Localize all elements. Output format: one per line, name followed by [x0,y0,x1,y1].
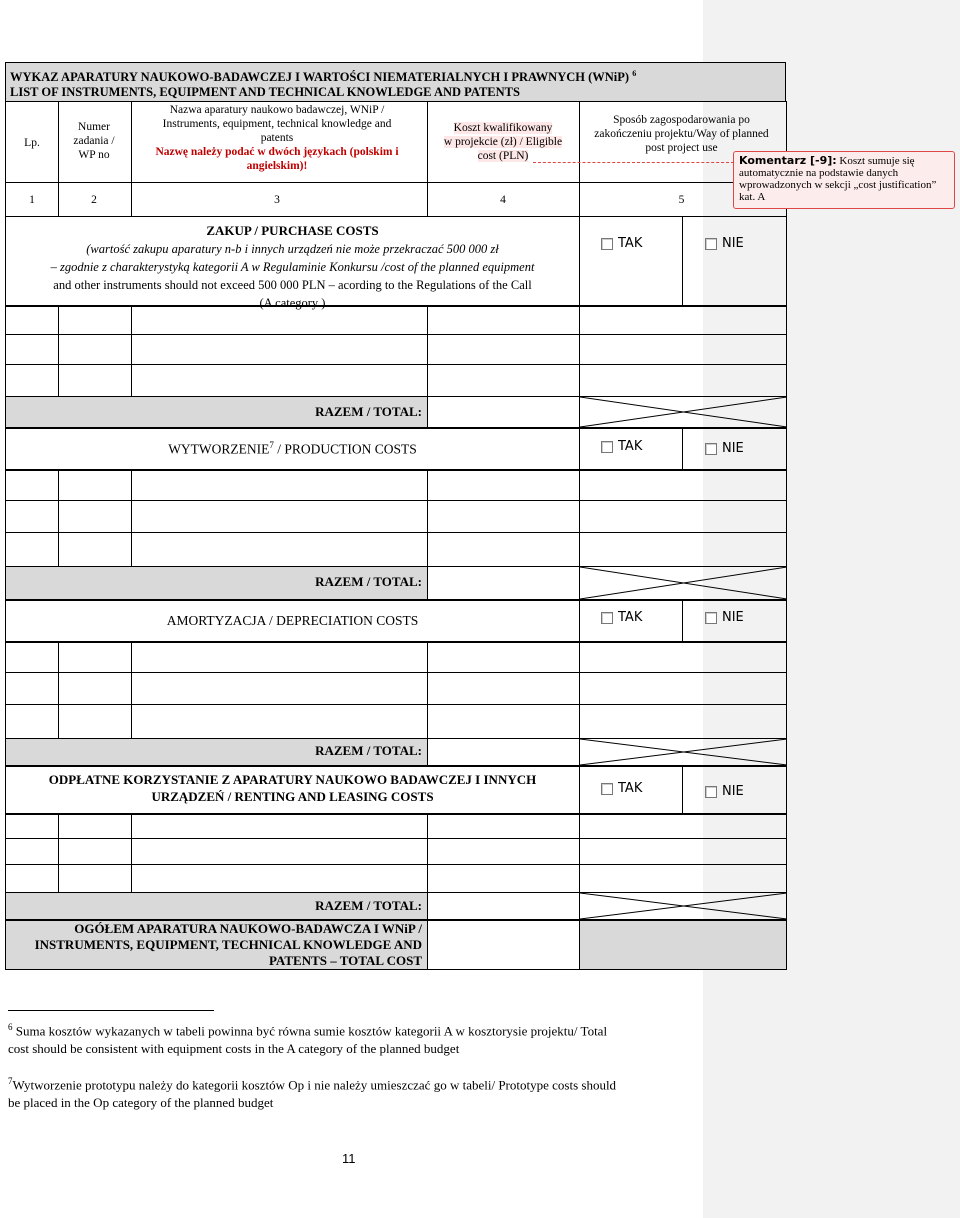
col-number-2: 2 [91,194,97,206]
crossed-cell [580,397,787,427]
crossed-cell [580,739,787,765]
checkbox-icon[interactable] [705,612,717,624]
col-number-3: 3 [274,194,280,206]
col-eligible-cost-header: Koszt kwalifikowany w projekcie (zł) / Eligible cost (PLN) [443,122,563,162]
col-instrument-name-header: Nazwa aparatury naukowo badawczej, WNiP / Instruments, equipment, technical knowledge and patents Nazwę należy podać w dwóch językach (polskim i angielskim)! [155,104,399,172]
table-row [6,335,787,365]
renting-section-heading: ODPŁATNE KORZYSTANIE Z APARATURY NAUKOWO BADAWCZEJ I INNYCH URZĄDZEŃ / RENTING AND LEASING COSTS [48,772,537,804]
col-number-5: 5 [678,194,685,206]
table-row [6,365,787,397]
depreciation-tak-option[interactable]: TAK [601,610,642,625]
crossed-cell [580,893,787,919]
renting-tak-option[interactable]: TAK [601,781,642,796]
comment-connector [533,162,734,164]
col-lp-header: Lp. [24,137,40,149]
purchase-section-heading: ZAKUP / PURCHASE COSTS (wartość zakupu aparatury n-b i innych urządzeń nie może przekraczać 500 000 zł – zgodnie z charakterystyką kategorii A w Regulaminie Konkursu /cost of the planned equipment and other instruments should not exceed 500 000 PLN – acording to the Regulations of the Call (A category ) [50,223,535,310]
depreciation-section-heading: AMORTYZACJA / DEPRECIATION COSTS [166,613,419,628]
production-total-label: RAZEM / TOTAL: [315,574,422,589]
checkbox-icon[interactable] [601,612,613,624]
comment-balloon[interactable] [733,151,955,209]
grand-total-label: OGÓŁEM APARATURA NAUKOWO-BADAWCZA I WNiP / INSTRUMENTS, EQUIPMENT, TECHNICAL KNOWLEDGE AND PATENTS – TOTAL COST [34,921,422,968]
document-title [5,62,786,102]
table-row [6,839,787,865]
renting-nie-option[interactable]: NIE [705,784,744,799]
table-row [6,673,787,705]
table-row [6,705,787,739]
table-row [6,501,787,533]
footnote-ref-6: 6 [632,69,637,78]
purchase-total-label: RAZEM / TOTAL: [315,404,422,419]
table-row [6,643,787,673]
col-number-4: 4 [500,194,506,206]
checkbox-icon[interactable] [601,238,613,250]
col-task-number-header: Numer zadania / WP no [73,121,115,161]
table-row [6,865,787,893]
footnote-separator [8,1010,214,1011]
purchase-data-rows [5,306,787,397]
table-row [6,533,787,567]
purchase-tak-option[interactable]: TAK [601,236,642,251]
page-number: 11 [342,1151,356,1166]
purchase-nie-option[interactable]: NIE [705,236,744,251]
table-row [6,471,787,501]
table-row [6,815,787,839]
depreciation-nie-option[interactable]: NIE [705,610,744,625]
table-row [6,307,787,335]
depreciation-total-label: RAZEM / TOTAL: [315,743,422,758]
depreciation-data-rows [5,642,787,739]
footnote-ref-7: 7 [269,440,274,450]
production-tak-option[interactable]: TAK [601,439,642,454]
footnote-6: $^6$ Suma kosztów wykazanych w tabeli powinna być równa sumie kosztów kategorii A w kosztorysie projektu/ Total cost should be consistent with equipment costs in the A category of the planned budget [8,1022,608,1057]
checkbox-icon[interactable] [705,443,717,455]
title-english: LIST OF INSTRUMENTS, EQUIPMENT AND TECHNICAL KNOWLEDGE AND PATENTS [10,85,520,100]
production-nie-option[interactable]: NIE [705,441,744,456]
col-post-project-use-header: Sposób zagospodarowania po zakończeniu projektu/Way of planned post project use [594,114,769,154]
checkbox-icon[interactable] [705,238,717,250]
comment-tag: Komentarz [-9]: [739,154,837,167]
renting-total-label: RAZEM / TOTAL: [315,898,422,913]
production-data-rows [5,470,787,567]
footnote-7: $^7$Wytworzenie prototypu należy do kategorii kosztów Op i nie należy umieszczać go w tabeli/ Prototype costs should be placed in the Op category of the planned budget [8,1076,617,1111]
checkbox-icon[interactable] [705,786,717,798]
crossed-cell [580,567,787,599]
col-number-1: 1 [29,194,35,206]
comment-text: Koszt sumuje się automatycznie na podstawie danych wprowadzonych w sekcji „cost justification” kat. A [739,155,937,203]
checkbox-icon[interactable] [601,783,613,795]
renting-data-rows [5,814,787,893]
checkbox-icon[interactable] [601,441,613,453]
production-section-heading: WYTWORZENIE$^7$ / PRODUCTION COSTS [168,440,417,457]
title-polish: WYKAZ APARATURY NAUKOWO-BADAWCZEJ I WARTOŚCI NIEMATERIALNYCH I PRAWNYCH (WNiP) [10,70,630,85]
